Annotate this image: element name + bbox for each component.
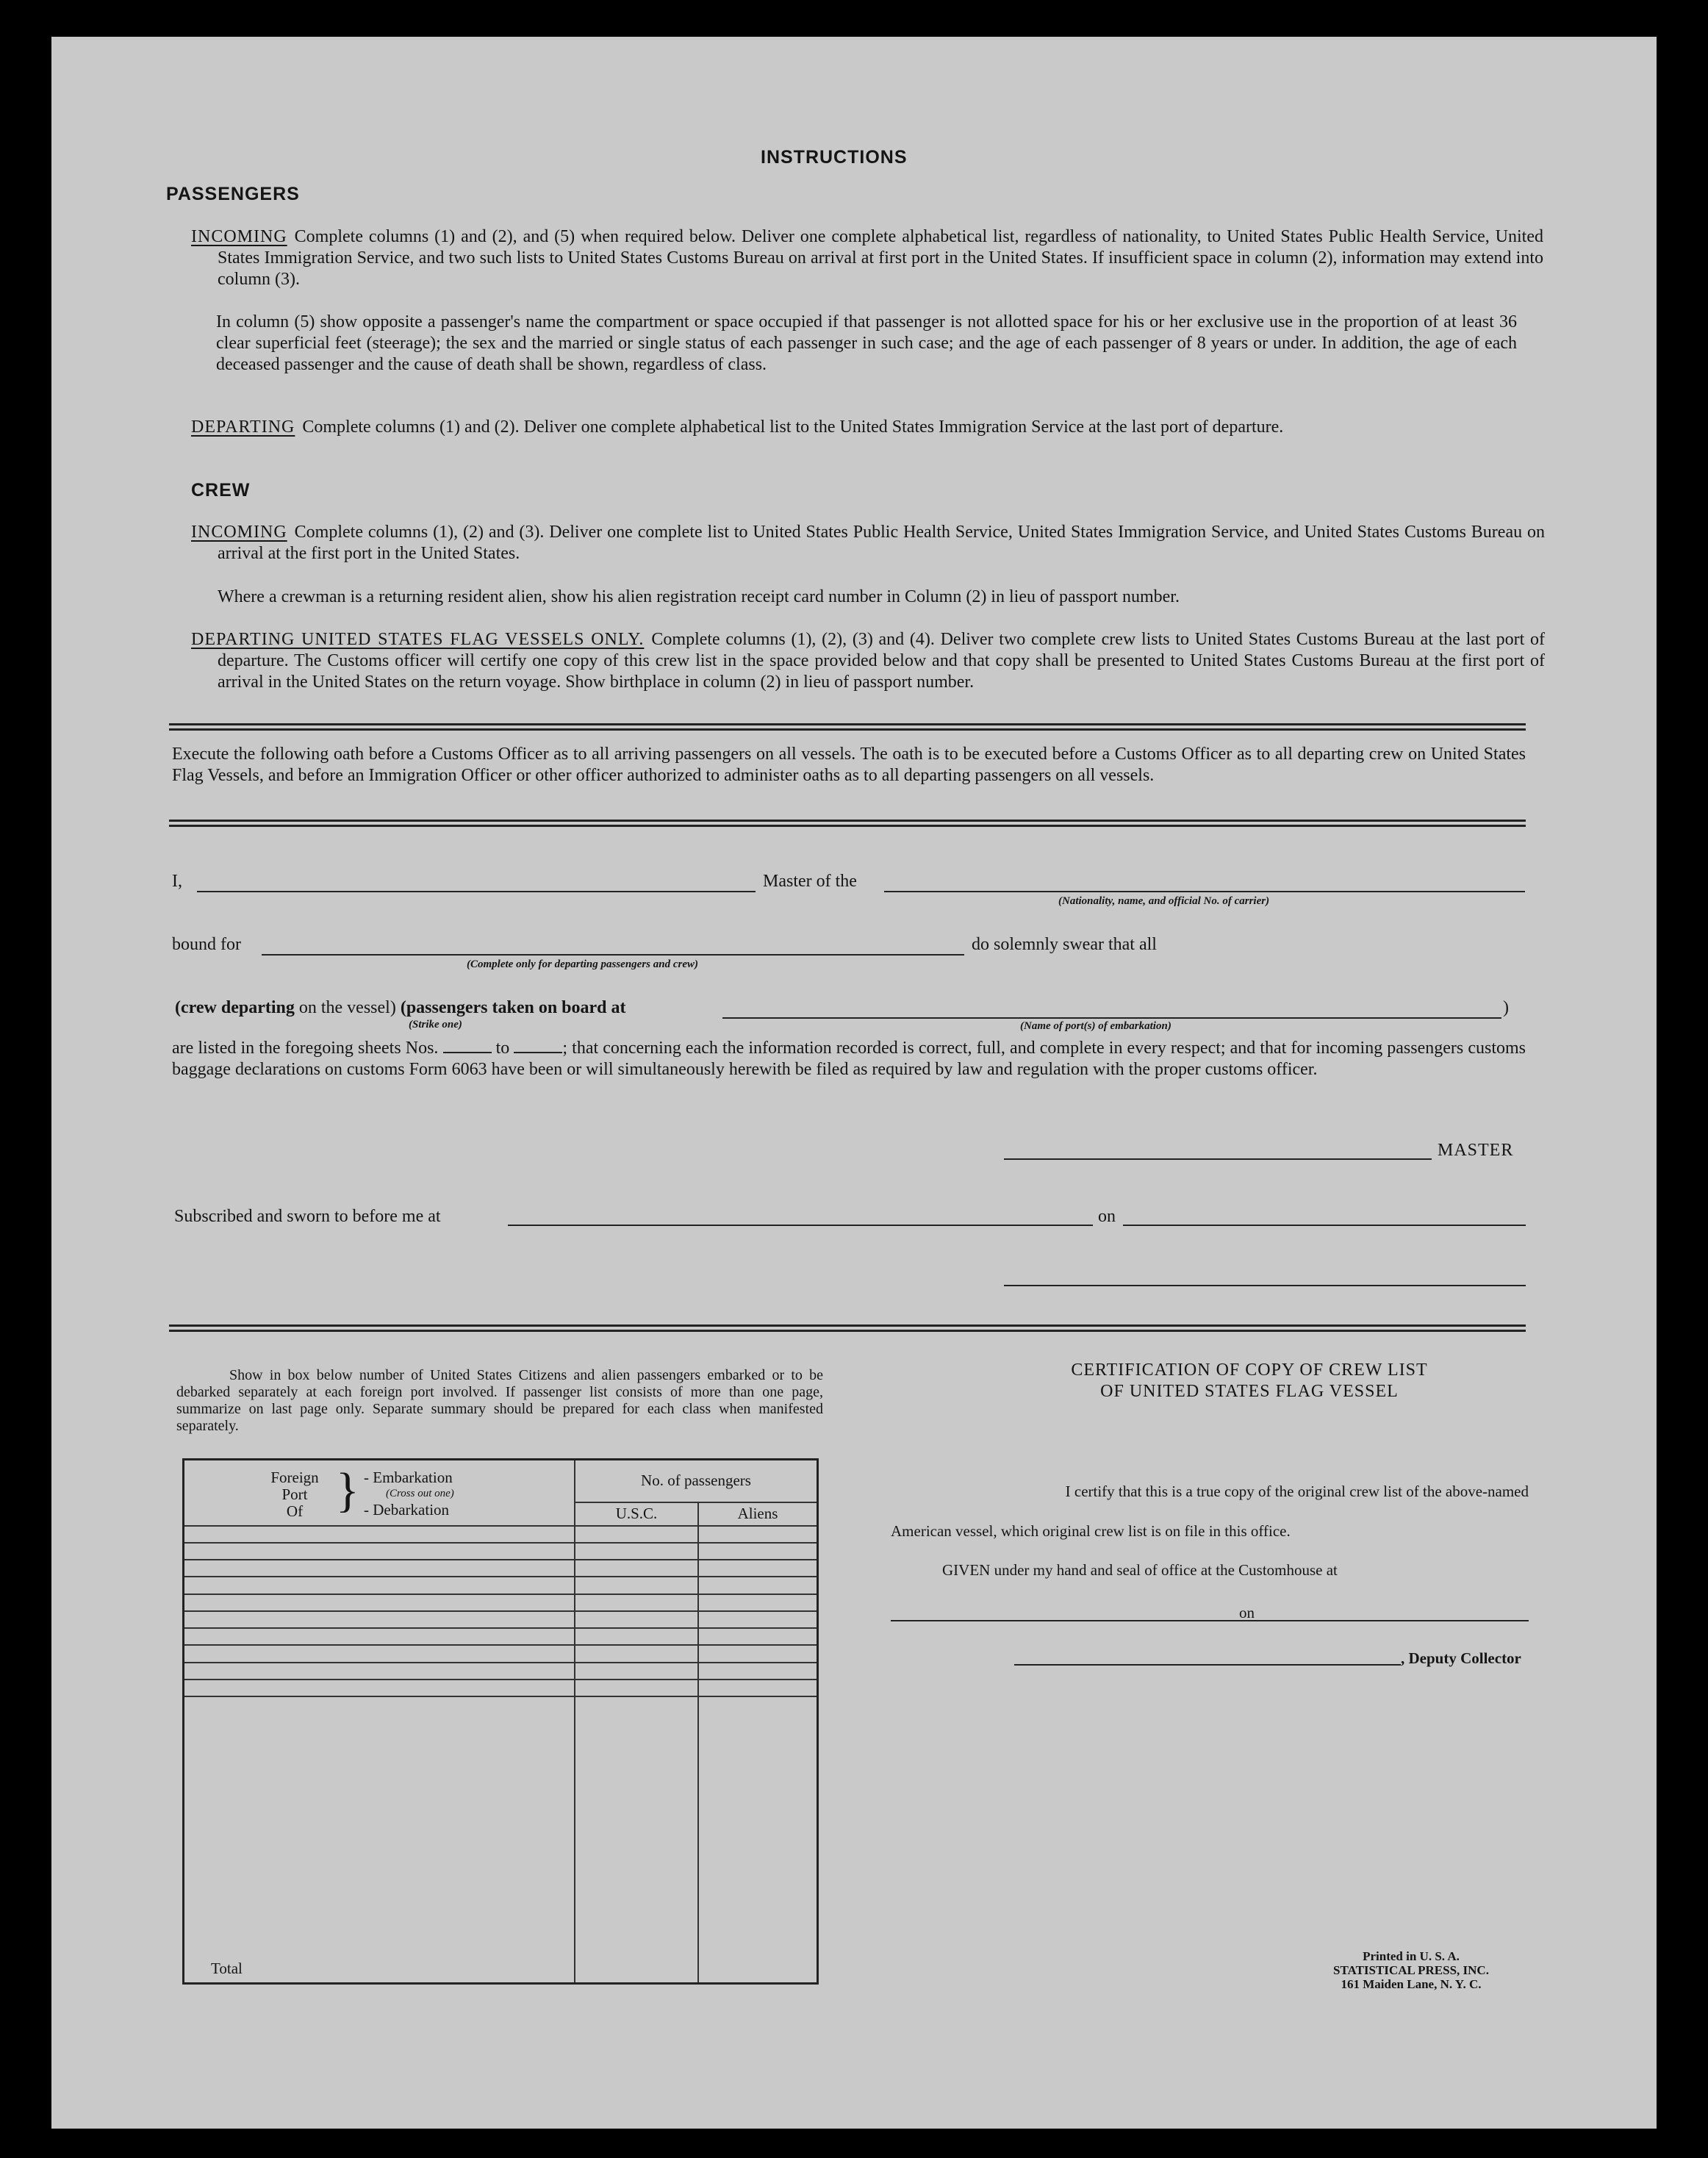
- crew-incoming-text: Complete columns (1), (2) and (3). Deliver one complete list to United States Public Health Service, United States Immigration Service, and United States Customs Bureau on arrival at the first port in the United States.: [218, 523, 1545, 563]
- sworn-on-label: on: [1098, 1207, 1116, 1226]
- close-paren: ): [1503, 998, 1509, 1017]
- certification-date-line[interactable]: [1261, 1620, 1529, 1621]
- usc-cell[interactable]: [575, 1663, 698, 1680]
- port-cell[interactable]: [184, 1663, 575, 1680]
- aliens-cell[interactable]: [698, 1526, 818, 1543]
- aliens-cell[interactable]: [698, 1680, 818, 1696]
- printer-line1: Printed in U. S. A.: [1363, 1949, 1460, 1963]
- subscribed-label: Subscribed and sworn to before me at: [174, 1207, 441, 1226]
- aliens-cell[interactable]: [698, 1611, 818, 1628]
- passengers-departing-label: DEPARTING: [191, 417, 295, 437]
- usc-cell[interactable]: [575, 1628, 698, 1645]
- crew-departing-paragraph: [191, 629, 1545, 693]
- master-label: MASTER: [1438, 1141, 1514, 1160]
- port-cell[interactable]: [184, 1611, 575, 1628]
- table-row: [184, 1645, 818, 1662]
- embarkation-label: - Embarkation: [364, 1469, 453, 1486]
- aliens-total-cell[interactable]: [698, 1696, 818, 1983]
- of-label: Of: [286, 1502, 304, 1520]
- embarkation-ports-line[interactable]: [722, 1017, 1501, 1019]
- table-row: [184, 1560, 818, 1577]
- debarkation-label: - Debarkation: [364, 1501, 450, 1519]
- aliens-cell[interactable]: [698, 1645, 818, 1662]
- port-cell[interactable]: [184, 1526, 575, 1543]
- cross-out-caption: (Cross out one): [386, 1488, 454, 1499]
- bound-for-label: bound for: [172, 935, 241, 954]
- port-header-cell: [184, 1460, 575, 1526]
- passengers-incoming-paragraph: [191, 226, 1543, 290]
- certify-line1: I certify that this is a true copy of the original crew list of the above-named: [1065, 1483, 1529, 1500]
- ports-caption: (Name of port(s) of embarkation): [1020, 1020, 1171, 1032]
- table-row: [184, 1611, 818, 1628]
- aliens-cell[interactable]: [698, 1560, 818, 1577]
- aliens-cell[interactable]: [698, 1628, 818, 1645]
- strike-one-caption: (Strike one): [409, 1019, 462, 1030]
- port-cell[interactable]: [184, 1645, 575, 1662]
- aliens-cell[interactable]: [698, 1663, 818, 1680]
- aliens-cell[interactable]: [698, 1543, 818, 1560]
- passengers-departing-paragraph: [191, 417, 1543, 438]
- no-of-passengers-header: No. of passengers: [575, 1460, 818, 1502]
- carrier-caption: (Nationality, name, and official No. of carrier): [1058, 895, 1270, 907]
- usc-cell[interactable]: [575, 1611, 698, 1628]
- printer-line3: 161 Maiden Lane, N. Y. C.: [1341, 1977, 1482, 1991]
- usc-cell[interactable]: [575, 1577, 698, 1594]
- table-row: [184, 1526, 818, 1543]
- bound-for-line[interactable]: [262, 954, 964, 956]
- passengers-incoming-label: INCOMING: [191, 227, 287, 246]
- table-row: [184, 1680, 818, 1696]
- oath-instruction: Execute the following oath before a Customs Officer as to all arriving passengers on all vessels. The oath is to be executed before a Customs Officer as to all departing crew on United States Flag Vessels, and before an Immigration Officer or other officer authorized to administer oaths as to all departing passengers on all vessels.: [172, 745, 1526, 785]
- customhouse-line[interactable]: [891, 1620, 1283, 1621]
- certification-title: [985, 1360, 1514, 1402]
- listed-text-2: ; that concerning each the information recorded is correct, full, and complete in every respect; and that for incoming passengers customs baggage declarations on customs Form 6063 have been or will simultaneously herewith be filed as required by law and regulation with the proper customs officer.: [172, 1039, 1526, 1079]
- usc-cell[interactable]: [575, 1560, 698, 1577]
- usc-cell[interactable]: [575, 1594, 698, 1611]
- document-sheet: [51, 37, 1657, 2129]
- passengers-heading: PASSENGERS: [166, 184, 300, 204]
- listed-text-1: are listed in the foregoing sheets Nos.: [172, 1039, 439, 1058]
- brace-icon: }: [336, 1463, 359, 1517]
- instructions-title: INSTRUCTIONS: [761, 147, 908, 168]
- crew-incoming-label: INCOMING: [191, 523, 287, 542]
- sworn-place-line[interactable]: [508, 1225, 1093, 1226]
- swear-label: do solemnly swear that all: [972, 935, 1157, 954]
- table-row: [184, 1663, 818, 1680]
- aliens-header: Aliens: [698, 1502, 818, 1526]
- passengers-column5-paragraph: In column (5) show opposite a passenger's name the compartment or space occupied if that passenger is not allotted space for his or her exclusive use in the proportion of at least 36 clear superficial feet (steerage); the sex and the married or single status of each passenger in such case; and the age of each passenger of 8 years or under. In addition, the age of each deceased passenger and the cause of death shall be shown, regardless of class.: [216, 312, 1517, 374]
- given-text: GIVEN under my hand and seal of office at the Customhouse at: [942, 1561, 1338, 1579]
- table-row-total: [184, 1696, 818, 1983]
- officer-signature-line[interactable]: [1004, 1285, 1526, 1286]
- table-row: [184, 1543, 818, 1560]
- divider-top: [169, 723, 1526, 731]
- oath-i-label: I,: [172, 872, 182, 891]
- certify-line2: American vessel, which original crew list is on file in this office.: [891, 1522, 1291, 1540]
- printer-imprint: [1301, 1949, 1521, 1991]
- passengers-departing-text: Complete columns (1) and (2). Deliver one complete alphabetical list to the United States Immigration Service at the last port of departure.: [302, 417, 1284, 437]
- certification-title-line1: CERTIFICATION OF COPY OF CREW LIST: [1071, 1361, 1428, 1380]
- foreign-label: Foreign: [270, 1469, 319, 1486]
- printer-line2: STATISTICAL PRESS, INC.: [1333, 1963, 1489, 1977]
- aliens-cell[interactable]: [698, 1594, 818, 1611]
- sworn-date-line[interactable]: [1123, 1225, 1526, 1226]
- divider-bottom: [169, 1324, 1526, 1332]
- passengers-taken-option: (passengers taken on board at: [400, 998, 626, 1017]
- port-cell[interactable]: [184, 1560, 575, 1577]
- passengers-incoming-text: Complete columns (1) and (2), and (5) when required below. Deliver one complete alphabetical list, regardless of nationality, to United States Public Health Service, United States Immigration Service, and two such lists to United States Customs Bureau on arrival at first port in the United States. If insufficient space in column (2), information may extend into column (3).: [218, 227, 1543, 289]
- port-cell[interactable]: [184, 1628, 575, 1645]
- strike-one-clause: [175, 998, 626, 1018]
- summary-instruction: Show in box below number of United States Citizens and alien passengers embarked or to be debarked separately at each foreign port involved. If passenger list consists of more than one page, summarize on last page only. Separate summary should be prepared for each class when manifested separately.: [176, 1367, 823, 1434]
- master-of-the-label: Master of the: [763, 872, 857, 891]
- crew-incoming-paragraph: [191, 522, 1545, 564]
- table-row: [184, 1628, 818, 1645]
- to-label: to: [495, 1039, 510, 1058]
- bound-for-caption: (Complete only for departing passengers and crew): [467, 958, 698, 970]
- port-cell[interactable]: [184, 1577, 575, 1594]
- carrier-line[interactable]: [884, 891, 1525, 892]
- table-row: [184, 1577, 818, 1594]
- certification-title-line2: OF UNITED STATES FLAG VESSEL: [1100, 1382, 1399, 1401]
- crew-departing-label: DEPARTING UNITED STATES FLAG VESSELS ONLY.: [191, 630, 645, 649]
- port-cell[interactable]: [184, 1680, 575, 1696]
- aliens-cell[interactable]: [698, 1577, 818, 1594]
- usc-cell[interactable]: [575, 1543, 698, 1560]
- total-label: Total: [184, 1696, 575, 1983]
- usc-cell[interactable]: [575, 1526, 698, 1543]
- divider-oath: [169, 820, 1526, 827]
- usc-cell[interactable]: [575, 1680, 698, 1696]
- crew-heading: CREW: [191, 480, 251, 501]
- port-label: Port: [281, 1485, 308, 1503]
- crew-departing-option: (crew departing: [175, 998, 295, 1017]
- port-cell[interactable]: [184, 1543, 575, 1560]
- usc-cell[interactable]: [575, 1645, 698, 1662]
- deputy-collector-label: , Deputy Collector: [1401, 1649, 1521, 1667]
- on-the-vessel-text: on the vessel): [298, 998, 396, 1017]
- master-name-line[interactable]: [197, 891, 756, 892]
- crew-departing-text: Complete columns (1), (2), (3) and (4). Deliver two complete crew lists to United States Customs Bureau at the last port of departure. The Customs officer will certify one copy of this crew list in the space provided below and that copy shall be presented to United States Customs Bureau at the first port of arrival in the United States on the return voyage. Show birthplace in column (2) in lieu of passport number.: [218, 630, 1545, 692]
- passenger-summary-table: [182, 1458, 819, 1985]
- oath-listed-paragraph: [172, 1038, 1526, 1080]
- master-signature-line[interactable]: [1004, 1158, 1432, 1160]
- usc-header: U.S.C.: [575, 1502, 698, 1526]
- port-cell[interactable]: [184, 1594, 575, 1611]
- deputy-signature-line[interactable]: [1014, 1664, 1401, 1666]
- sheet-to-line[interactable]: [514, 1039, 562, 1053]
- crew-resident-paragraph: Where a crewman is a returning resident alien, show his alien registration receipt card number in Column (2) in lieu of passport number.: [218, 587, 1180, 606]
- sheet-from-line[interactable]: [443, 1039, 492, 1053]
- certification-on-label: on: [1239, 1604, 1255, 1621]
- table-row: [184, 1594, 818, 1611]
- usc-total-cell[interactable]: [575, 1696, 698, 1983]
